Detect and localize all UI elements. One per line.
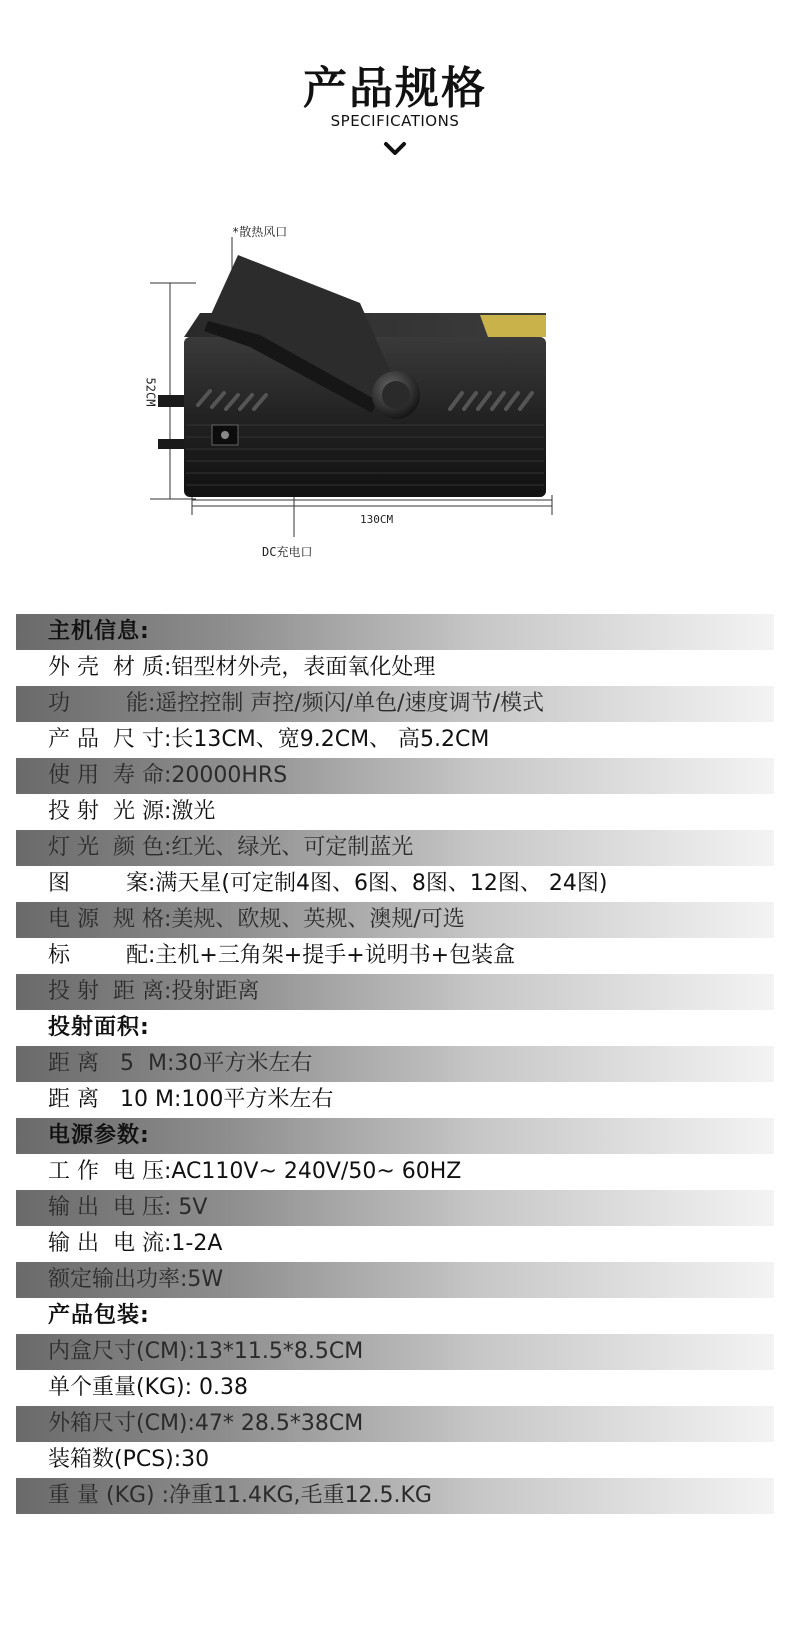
product-figure	[143, 225, 590, 595]
spec-row: 图 案:满天星(可定制4图、6图、8图、12图、 24图)	[16, 866, 774, 902]
spec-row: 功 能:遥控控制 声控/频闪/单色/速度调节/模式	[16, 686, 774, 722]
spec-row: 额定输出功率:5W	[16, 1262, 774, 1298]
spec-row: 使 用 寿 命:20000HRS	[16, 758, 774, 794]
spec-row: 外 壳 材 质:铝型材外壳，表面氧化处理	[16, 650, 774, 686]
spec-row: 工 作 电 压:AC110V~ 240V/50~ 60HZ	[16, 1154, 774, 1190]
width-dimension-label: 130CM	[360, 513, 394, 526]
dc-port-label: DC充电口	[262, 545, 313, 559]
spec-row: 外箱尺寸(CM):47* 28.5*38CM	[16, 1406, 774, 1442]
spec-row: 输 出 电 压: 5V	[16, 1190, 774, 1226]
spec-row: 灯 光 颜 色:红光、绿光、可定制蓝光	[16, 830, 774, 866]
spec-section-header: 投射面积:	[16, 1010, 774, 1046]
specification-table	[16, 614, 774, 1514]
spec-row: 输 出 电 流:1-2A	[16, 1226, 774, 1262]
spec-row: 距 离 5 M:30平方米左右	[16, 1046, 774, 1082]
spec-row: 重 量 (KG) :净重11.4KG,毛重12.5.KG	[16, 1478, 774, 1514]
spec-section-header: 电源参数:	[16, 1118, 774, 1154]
page-title: 产品规格	[303, 63, 487, 114]
spec-section-header: 主机信息:	[16, 614, 774, 650]
spec-row: 装箱数(PCS):30	[16, 1442, 774, 1478]
spec-section-header: 产品包装:	[16, 1298, 774, 1334]
spec-row: 内盒尺寸(CM):13*11.5*8.5CM	[16, 1334, 774, 1370]
laser-projector-image	[150, 225, 590, 595]
spec-row: 投 射 光 源:激光	[16, 794, 774, 830]
spec-row: 单个重量(KG): 0.38	[16, 1370, 774, 1406]
height-dimension-label: 52CM	[143, 377, 158, 407]
spec-row: 产 品 尺 寸:长13CM、宽9.2CM、 高5.2CM	[16, 722, 774, 758]
spec-row: 距 离 10 M:100平方米左右	[16, 1082, 774, 1118]
chevron-down-icon	[380, 140, 410, 160]
spec-row: 标 配:主机+三角架+提手+说明书+包装盒	[16, 938, 774, 974]
page-subtitle: SPECIFICATIONS	[330, 112, 460, 130]
spec-row: 电 源 规 格:美规、欧规、英规、澳规/可选	[16, 902, 774, 938]
vent-label: *散热风口	[232, 225, 288, 239]
spec-row: 投 射 距 离:投射距离	[16, 974, 774, 1010]
